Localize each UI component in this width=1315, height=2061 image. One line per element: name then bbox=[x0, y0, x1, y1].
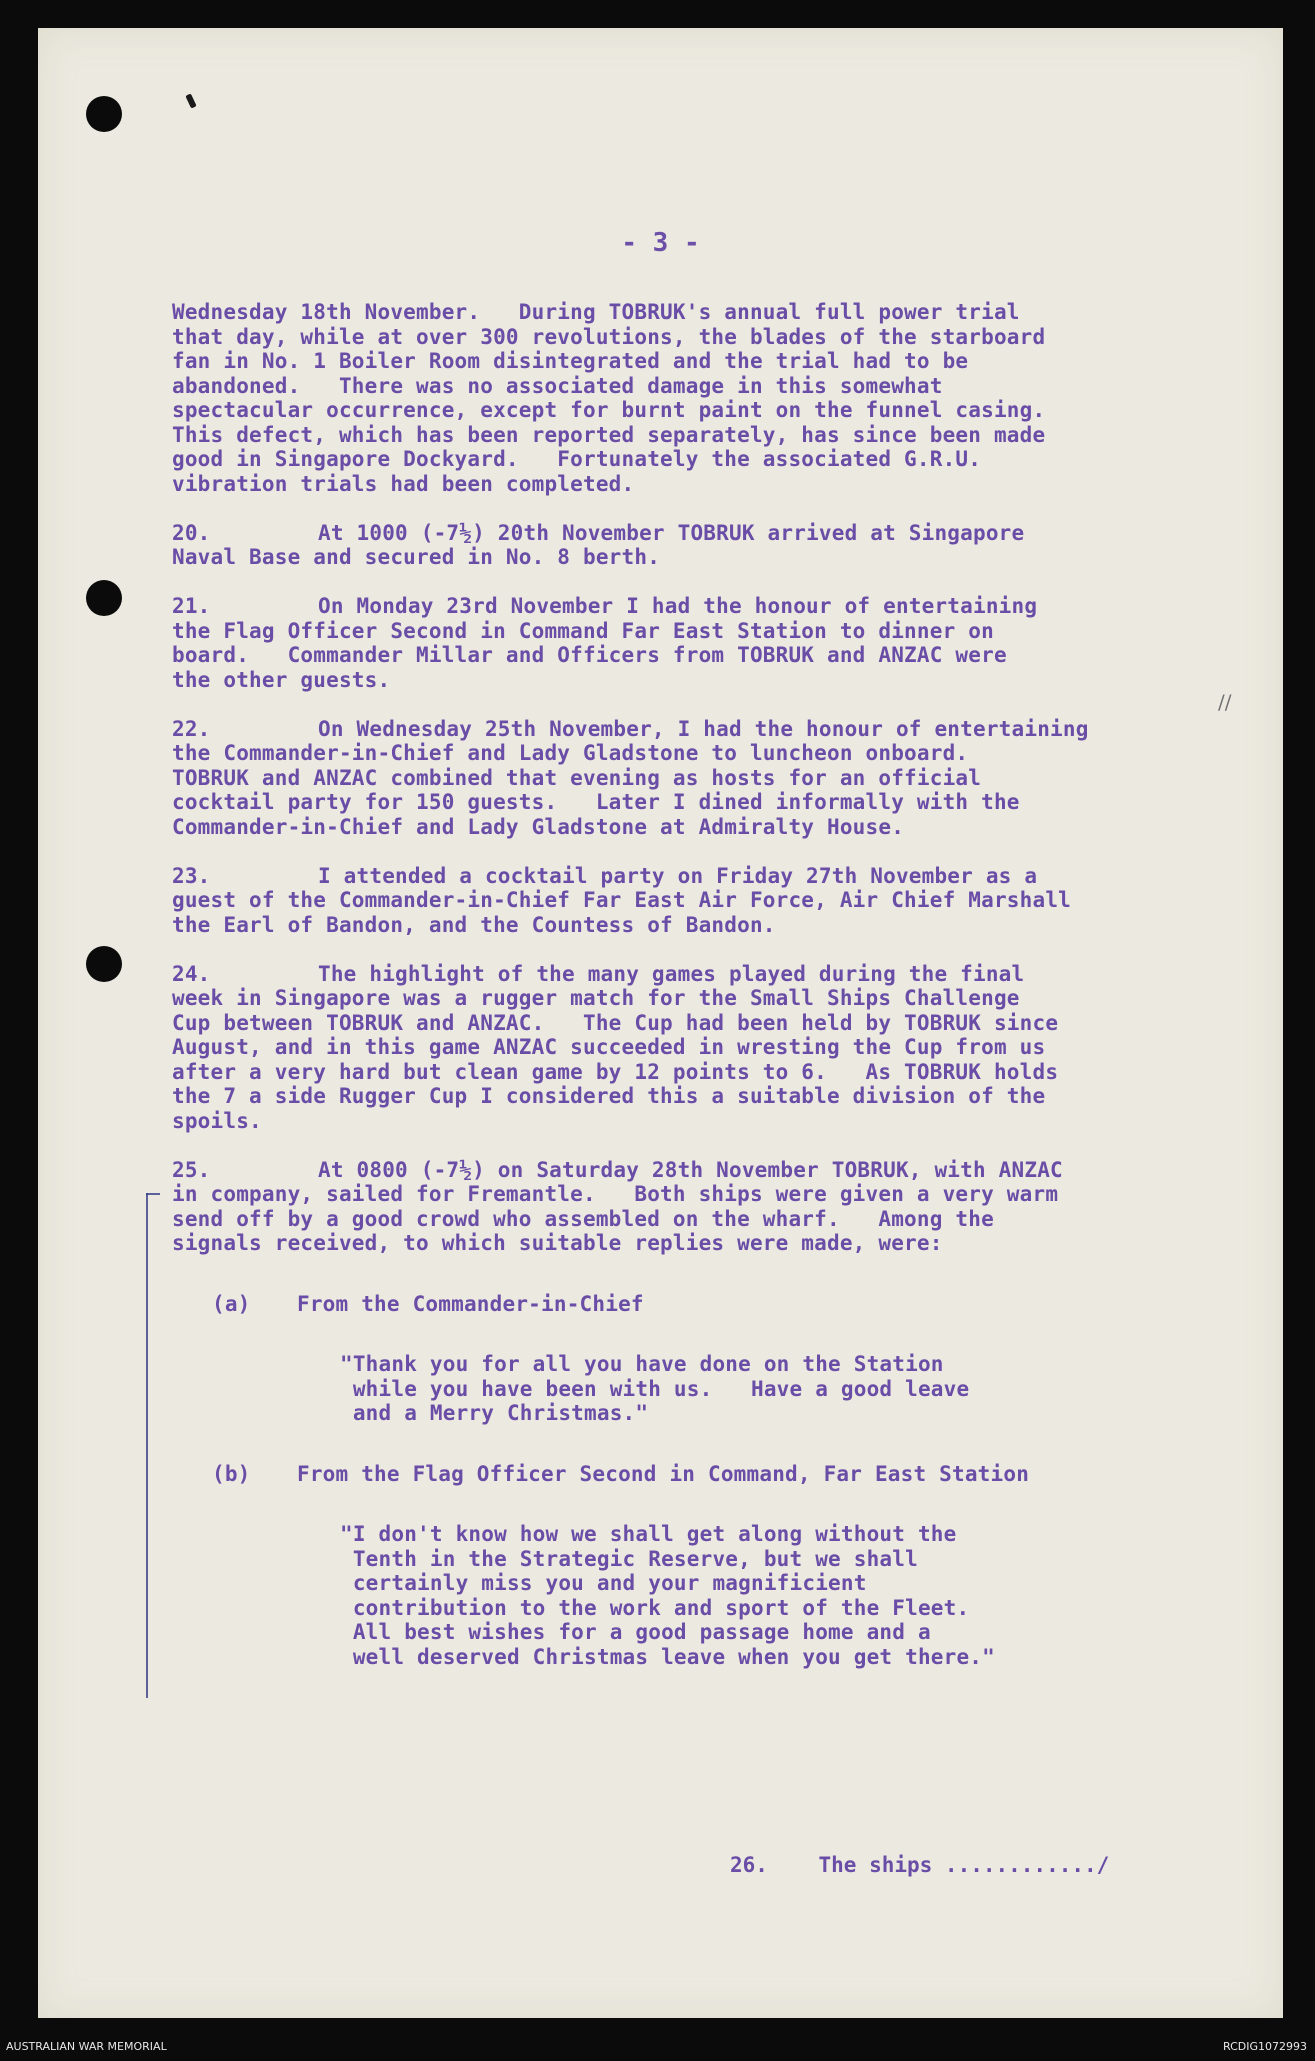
continuation-line: 26. The ships ............/ bbox=[730, 1853, 1110, 1877]
paragraph-19 bbox=[172, 300, 1252, 496]
footer-bar bbox=[0, 2036, 1315, 2061]
signal-b-quote bbox=[340, 1522, 1252, 1669]
text-line: At 0800 (-7½) on Saturday 28th November TOBRUK, with ANZAC bbox=[318, 1157, 1063, 1182]
footer-id: RCDIG1072993 bbox=[1222, 2040, 1307, 2053]
text-line: spectacular occurrence, except for burnt paint on the funnel casing. bbox=[172, 398, 1046, 422]
text-line: Wednesday 18th November. During TOBRUK's annual full power trial bbox=[172, 300, 1020, 324]
margin-pen-line bbox=[146, 1193, 148, 1698]
paragraph-number: 25. bbox=[172, 1157, 211, 1182]
paragraph-21 bbox=[172, 594, 1252, 692]
text-line: This defect, which has been reported separately, has since been made bbox=[172, 422, 1046, 447]
signal-from: From the Flag Officer Second in Command, Far East Station bbox=[297, 1461, 1030, 1486]
text-line: On Monday 23rd November I had the honour of entertaining bbox=[318, 594, 1038, 618]
text-line: send off by a good crowd who assembled on the wharf. Among the bbox=[172, 1206, 994, 1231]
paragraph-25 bbox=[172, 1158, 1252, 1256]
signal-letter: (a) bbox=[212, 1291, 251, 1316]
text-line: board. Commander Millar and Officers from TOBRUK and ANZAC were bbox=[172, 643, 1007, 667]
paragraph-number: 23. bbox=[172, 863, 211, 888]
text-line: At 1000 (-7½) 20th November TOBRUK arrived at Singapore bbox=[318, 520, 1025, 545]
margin-pen-hook bbox=[146, 1193, 160, 1195]
signal-a-quote bbox=[340, 1352, 1252, 1426]
quote-line: while you have been with us. Have a good leave bbox=[340, 1376, 970, 1401]
signal-from: From the Commander-in-Chief bbox=[297, 1291, 644, 1316]
text-line: week in Singapore was a rugger match for the Small Ships Challenge bbox=[172, 986, 1020, 1010]
quote-line: certainly miss you and your magnificient bbox=[340, 1571, 867, 1595]
text-line: the Commander-in-Chief and Lady Gladstone to luncheon onboard. bbox=[172, 741, 969, 765]
text-line: Naval Base and secured in No. 8 berth. bbox=[172, 545, 661, 569]
paragraph-number: 24. bbox=[172, 961, 211, 986]
paragraph-20 bbox=[172, 521, 1252, 570]
text-line: August, and in this game ANZAC succeeded in wresting the Cup from us bbox=[172, 1035, 1046, 1059]
punch-hole-bottom bbox=[86, 946, 122, 982]
footer-source: AUSTRALIAN WAR MEMORIAL bbox=[6, 2040, 167, 2053]
text-line: spoils. bbox=[172, 1108, 262, 1133]
page-number: - 3 - bbox=[621, 228, 700, 258]
punch-hole-top bbox=[86, 96, 122, 132]
text-line: TOBRUK and ANZAC combined that evening as hosts for an official bbox=[172, 765, 982, 790]
text-line: Commander-in-Chief and Lady Gladstone at Admiralty House. bbox=[172, 814, 905, 839]
document-page bbox=[38, 28, 1283, 2018]
quote-line: and a Merry Christmas." bbox=[340, 1401, 649, 1425]
text-line: Cup between TOBRUK and ANZAC. The Cup had been held by TOBRUK since bbox=[172, 1010, 1059, 1035]
text-line: abandoned. There was no associated damage in this somewhat bbox=[172, 373, 943, 398]
pencil-tick-mark: // bbox=[1218, 690, 1232, 714]
text-line: good in Singapore Dockyard. Fortunately the associated G.R.U. bbox=[172, 447, 982, 471]
text-line: fan in No. 1 Boiler Room disintegrated and the trial had to be bbox=[172, 349, 969, 373]
quote-line: Tenth in the Strategic Reserve, but we shall bbox=[340, 1546, 918, 1571]
text-line: vibration trials had been completed. bbox=[172, 471, 635, 496]
signal-a-header bbox=[212, 1292, 1252, 1317]
text-line: the Flag Officer Second in Command Far East Station to dinner on bbox=[172, 618, 994, 643]
typed-body bbox=[172, 300, 1252, 1669]
punch-hole-middle bbox=[86, 580, 122, 616]
quote-line: "Thank you for all you have done on the Station bbox=[340, 1352, 944, 1376]
text-line: The highlight of the many games played during the final bbox=[318, 961, 1025, 986]
text-line: signals received, to which suitable replies were made, were: bbox=[172, 1231, 943, 1255]
text-line: On Wednesday 25th November, I had the honour of entertaining bbox=[318, 716, 1089, 741]
text-line: after a very hard but clean game by 12 points to 6. As TOBRUK holds bbox=[172, 1059, 1059, 1084]
quote-line: well deserved Christmas leave when you get there." bbox=[340, 1644, 995, 1669]
text-line: guest of the Commander-in-Chief Far East Air Force, Air Chief Marshall bbox=[172, 888, 1072, 912]
paragraph-number: 22. bbox=[172, 716, 211, 741]
text-line: that day, while at over 300 revolutions, the blades of the starboard bbox=[172, 324, 1046, 349]
signal-b-header bbox=[212, 1462, 1252, 1487]
paragraph-24 bbox=[172, 962, 1252, 1134]
paragraph-number: 20. bbox=[172, 520, 211, 545]
text-line: I attended a cocktail party on Friday 27th November as a bbox=[318, 863, 1038, 888]
paragraph-number: 21. bbox=[172, 594, 211, 618]
text-line: the Earl of Bandon, and the Countess of Bandon. bbox=[172, 912, 776, 937]
text-line: in company, sailed for Fremantle. Both ships were given a very warm bbox=[172, 1182, 1059, 1206]
ink-mark bbox=[185, 93, 196, 108]
quote-line: "I don't know how we shall get along without the bbox=[340, 1522, 957, 1546]
signal-letter: (b) bbox=[212, 1461, 251, 1486]
quote-line: contribution to the work and sport of the Fleet. bbox=[340, 1595, 970, 1620]
quote-line: All best wishes for a good passage home and a bbox=[340, 1620, 931, 1644]
text-line: the 7 a side Rugger Cup I considered this a suitable division of the bbox=[172, 1084, 1046, 1108]
paragraph-22 bbox=[172, 717, 1252, 840]
text-line: the other guests. bbox=[172, 667, 391, 692]
text-line: cocktail party for 150 guests. Later I dined informally with the bbox=[172, 790, 1020, 814]
paragraph-23 bbox=[172, 864, 1252, 938]
